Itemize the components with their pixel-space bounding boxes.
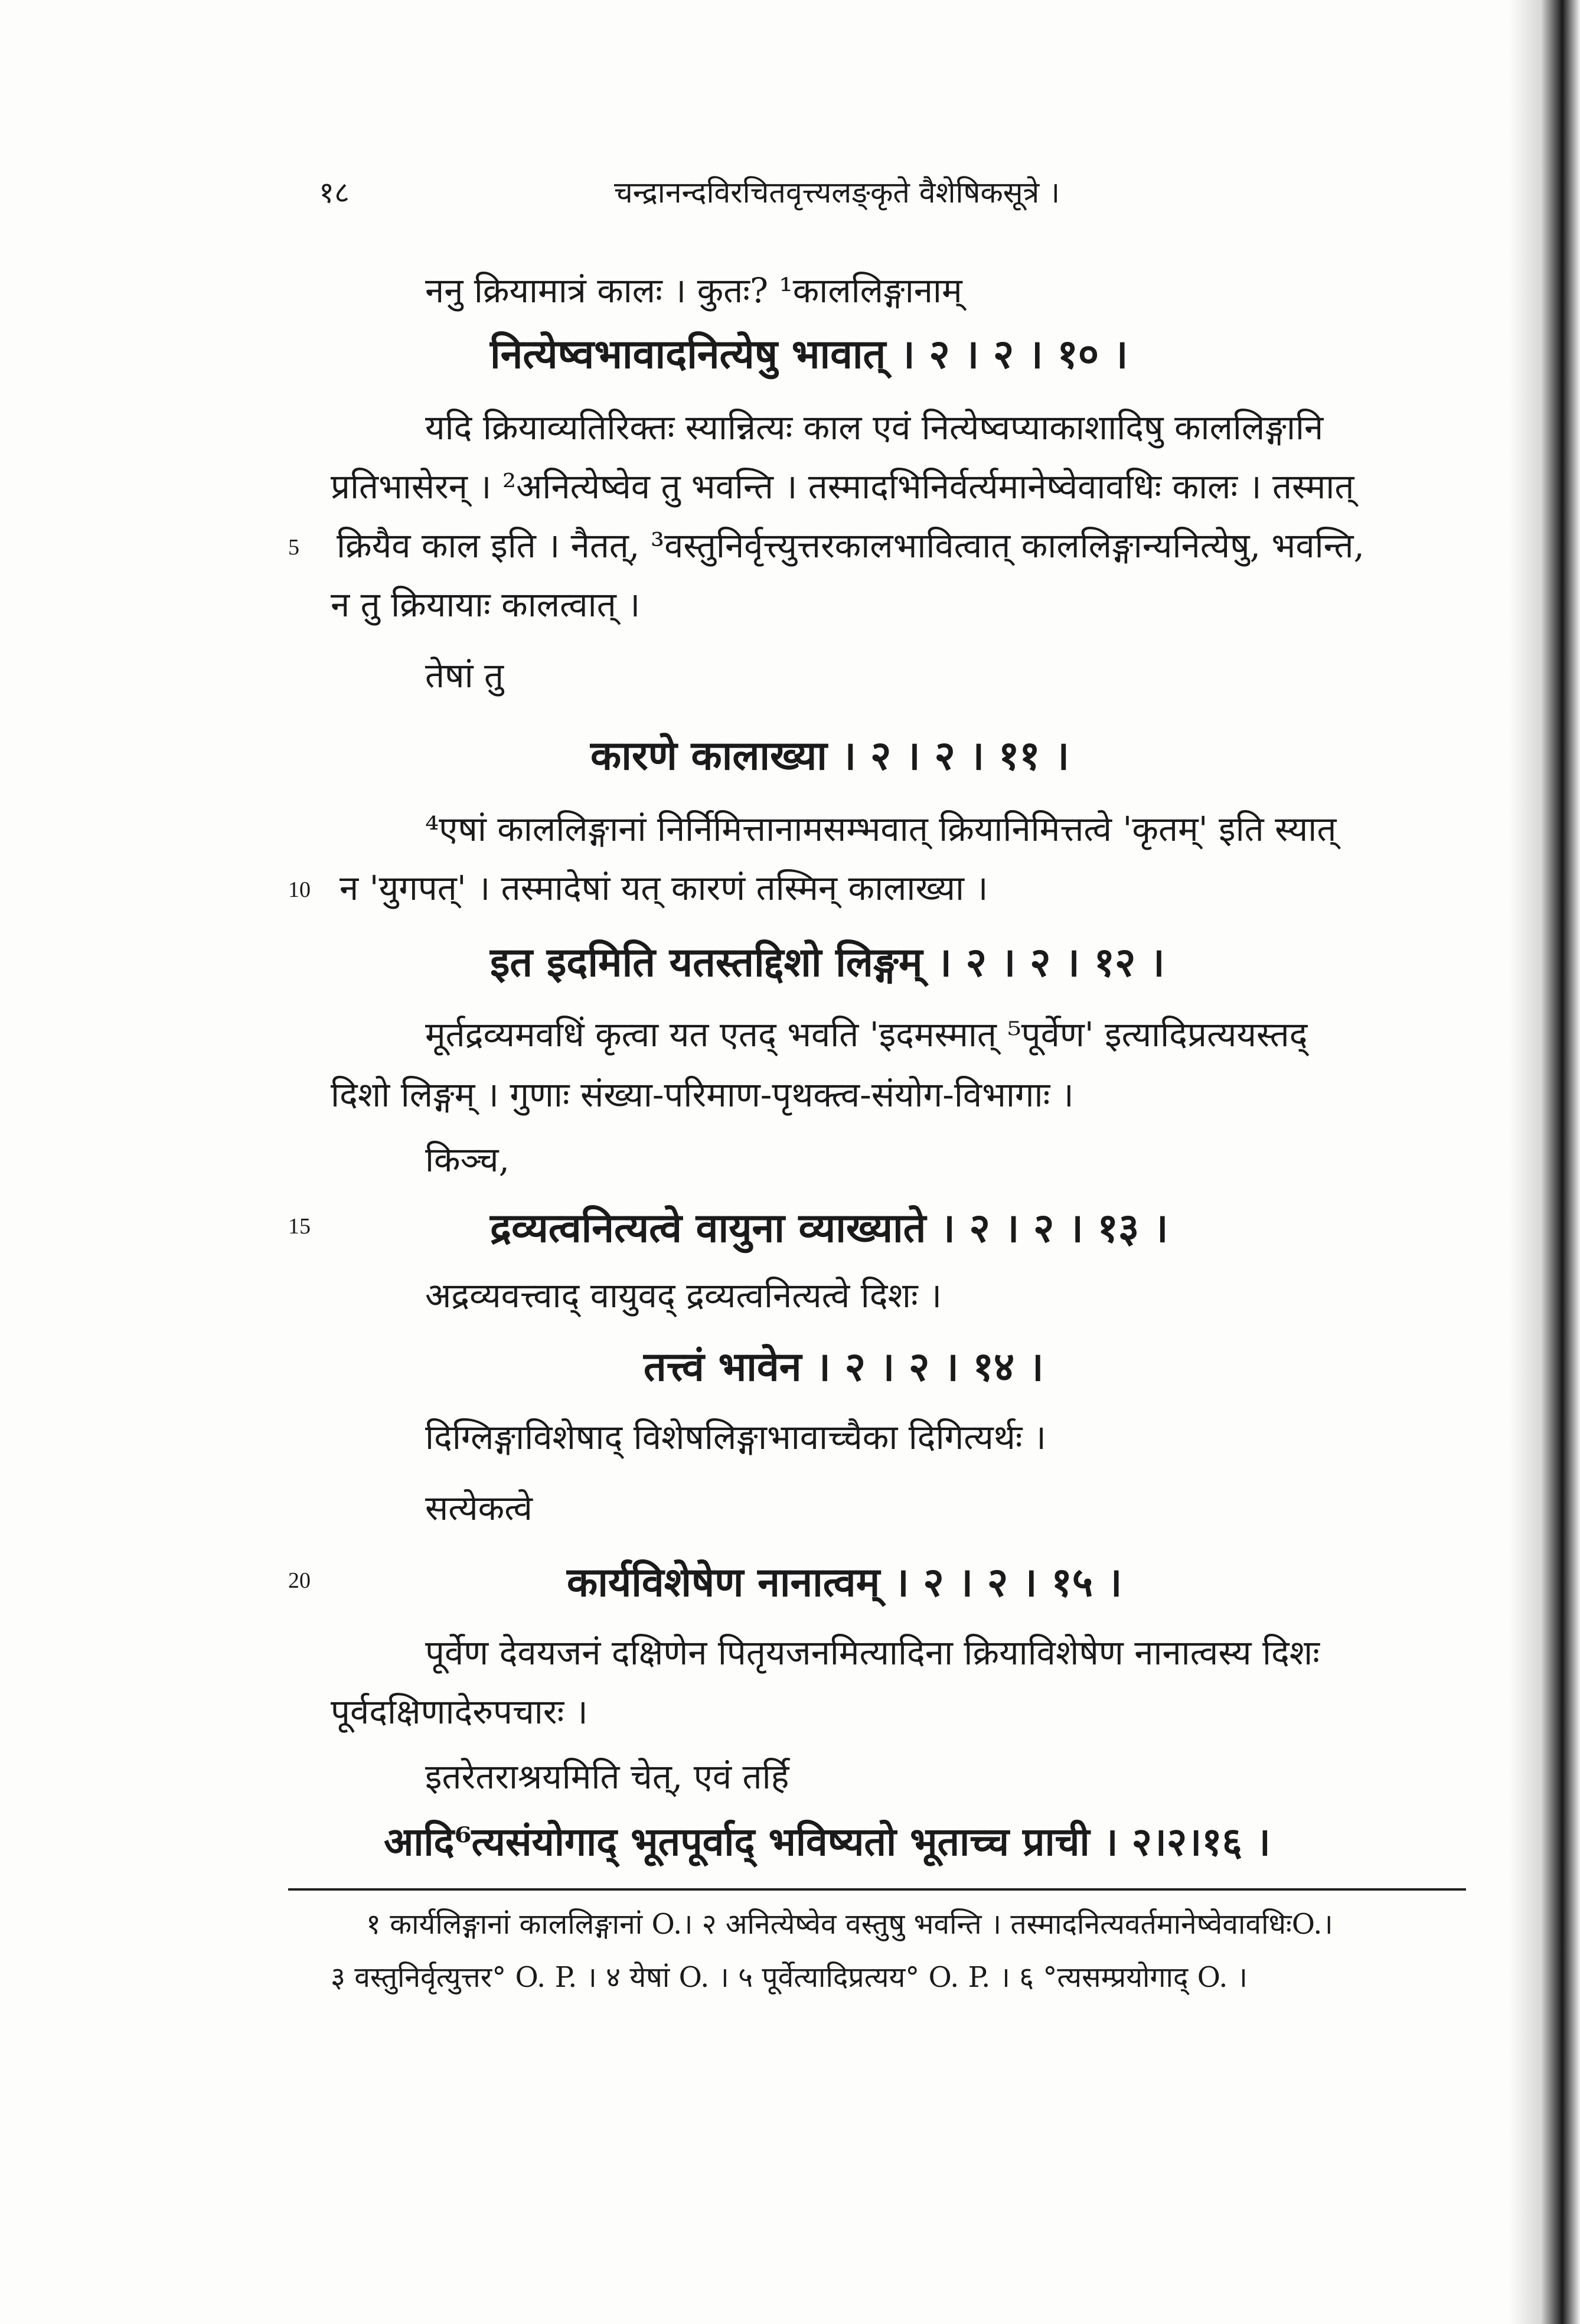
commentary-line: दिशो लिङ्गम् । गुणाः संख्या-परिमाण-पृथक्त्व-संयोग-विभागाः ।: [331, 1075, 1074, 1115]
sutra-2-2-13: द्रव्यत्वनित्यत्वे वायुना व्याख्याते । २ । २ । १३ ।: [490, 1205, 1168, 1252]
commentary-line: किञ्च,: [425, 1140, 510, 1180]
line-number: 20: [288, 1568, 311, 1593]
footnote-rule: [288, 1888, 1466, 1891]
commentary-line: पूर्वदक्षिणादेरुपचारः ।: [331, 1692, 588, 1732]
line-number: 10: [288, 877, 311, 902]
commentary-line: यदि क्रियाव्यतिरिक्तः स्यान्नित्यः काल एवं नित्येष्वप्याकाशादिषु काललिङ्गानि: [425, 407, 1324, 448]
commentary-line: न 'युगपत्' । तस्मादेषां यत् कारणं तस्मिन् कालाख्या ।: [339, 868, 988, 908]
sutra-2-2-14: तत्त्वं भावेन । २ । २ । १४ ।: [644, 1343, 1044, 1391]
sutra-2-2-16: आदि⁶त्यसंयोगाद् भूतपूर्वाद् भविष्यतो भूताच्च प्राची । २।२।१६ ।: [384, 1819, 1271, 1865]
commentary-line: क्रियैव काल इति । नैतत्, ³वस्तुनिर्वृत्त्युत्तरकालभावित्वात् काललिङ्गान्यनित्येषु, भवन्ति,: [337, 525, 1364, 566]
footnote-line: ३ वस्तुनिर्वृत्युत्तर° O. P. । ४ येषां O. । ५ पूर्वेत्यादिप्रत्यय° O. P. । ६ °त्यसम्प्रयोगाद् O. ।: [331, 1961, 1248, 1994]
running-title: चन्द्रानन्दविरचितवृत्त्यलङ्कृते वैशेषिकसूत्रे ।: [614, 175, 1060, 210]
sutra-2-2-11: कारणे कालाख्या । २ । २ । ११ ।: [590, 732, 1070, 779]
commentary-line: सत्येकत्वे: [425, 1488, 533, 1528]
page-header: [319, 171, 1275, 224]
sutra-2-2-15: कार्यविशेषेण नानात्वम् । २ । २ । १५ ।: [567, 1559, 1122, 1606]
commentary-line: प्रतिभासेरन् । ²अनित्येष्वेव तु भवन्ति । तस्मादभिनिर्वर्त्यमानेष्वेवावधिः कालः । तस्मात्: [331, 466, 1354, 507]
commentary-line: दिग्लिङ्गाविशेषाद् विशेषलिङ्गाभावाच्चैका दिगित्यर्थः ।: [425, 1417, 1046, 1457]
commentary-line: पूर्वेण देवयजनं दक्षिणेन पितृयजनमित्यादिना क्रियाविशेषेण नानात्वस्य दिशः: [425, 1633, 1320, 1673]
commentary-line: तेषां तु: [425, 655, 504, 696]
line-number: 15: [288, 1214, 311, 1239]
page-edge-shadow: [1509, 0, 1580, 2324]
commentary-line: मूर्तद्रव्यमवधिं कृत्वा यत एतद् भवति 'इदमस्मात् ⁵पूर्वेण' इत्यादिप्रत्ययस्तद्: [425, 1014, 1308, 1055]
commentary-line: ⁴एषां काललिङ्गानां निर्निमित्तानामसम्भवात् क्रियानिमित्तत्वे 'कृतम्' इति स्यात्: [425, 809, 1337, 849]
commentary-line: इतरेतराश्रयमिति चेत्, एवं तर्हि: [425, 1757, 789, 1797]
commentary-line: ननु क्रियामात्रं कालः । कुतः? ¹काललिङ्गानाम्: [425, 270, 962, 311]
footnote-line: १ कार्यलिङ्गानां काललिङ्गानां O.। २ अनित्येष्वेव वस्तुषु भवन्ति । तस्मादनित्यवर्तमानेष्वेवावधिःO.।: [366, 1908, 1333, 1941]
commentary-line: न तु क्रियायाः कालत्वात् ।: [331, 585, 641, 625]
page-number: १८: [319, 175, 350, 210]
commentary-line: अद्रव्यवत्त्वाद् वायुवद् द्रव्यत्वनित्यत्वे दिशः ।: [425, 1275, 942, 1316]
sutra-2-2-10: नित्येष्वभावादनित्येषु भावात् । २ । २ । १० ।: [490, 331, 1128, 378]
sutra-2-2-12: इत इदमिति यतस्तद्दिशो लिङ्गम् । २ । २ । १२ ।: [490, 939, 1165, 986]
line-number: 5: [288, 535, 299, 560]
